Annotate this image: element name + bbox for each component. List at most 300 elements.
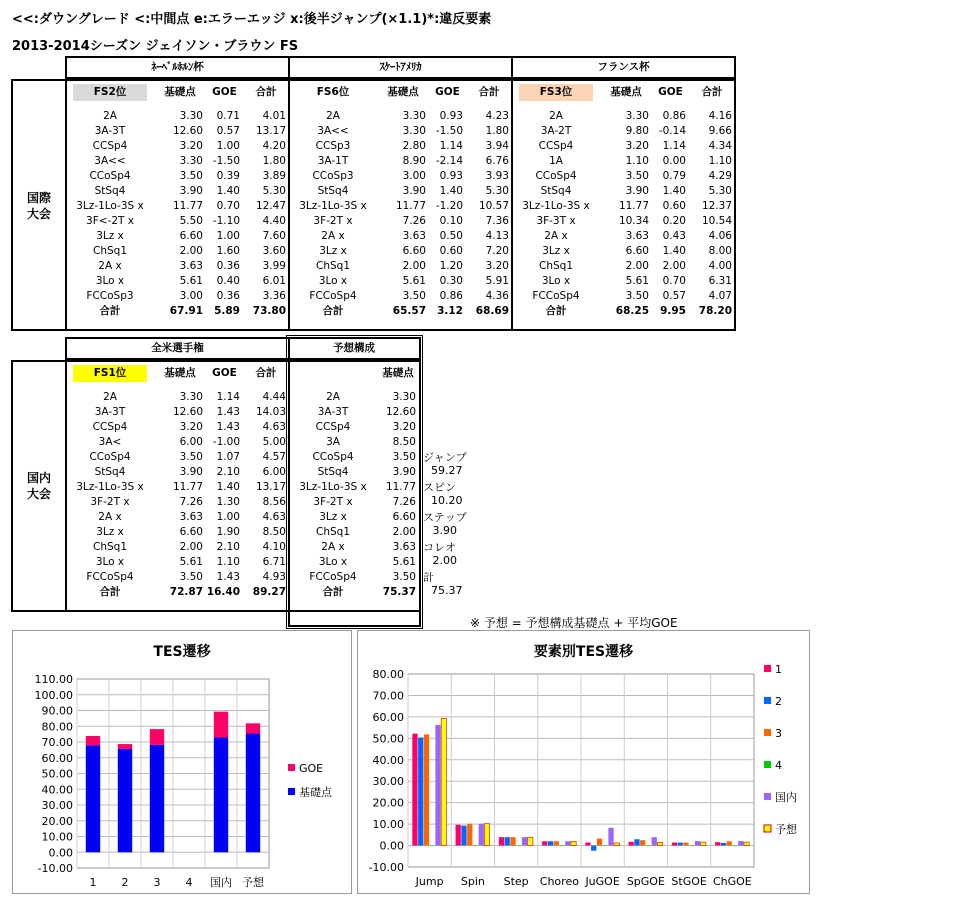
x-tick-label: SpGOE (626, 875, 665, 888)
bar (634, 839, 639, 845)
value-cell: 13.17 (255, 125, 286, 137)
column-header: 合計 (255, 85, 277, 98)
bar (597, 839, 602, 846)
table-row (66, 184, 289, 199)
legend-swatch (764, 665, 771, 672)
value-cell: 11.77 (172, 481, 203, 493)
table-row (66, 495, 289, 510)
element-cell: CCSp4 (315, 421, 351, 433)
table-row (512, 244, 735, 259)
score-table (289, 57, 512, 319)
element-cell: 3Lo x (318, 556, 348, 568)
y-tick-label: 90.00 (41, 704, 73, 718)
value-cell: 2.10 (216, 541, 240, 553)
element-cell: CCoSp4 (312, 451, 354, 463)
value-cell: 8.50 (392, 436, 416, 448)
value-cell: 5.61 (392, 556, 416, 568)
value-cell: 7.60 (262, 230, 286, 242)
element-cell: 3A<< (317, 125, 349, 137)
bar (721, 843, 726, 846)
total-cell: 合計 (99, 586, 121, 598)
table-row (289, 480, 419, 495)
x-tick-label: 国内 (210, 876, 232, 889)
value-cell: -1.00 (212, 436, 240, 448)
bar (689, 846, 694, 847)
bar (565, 841, 570, 845)
value-cell: 0.70 (216, 200, 240, 212)
bar (479, 824, 484, 846)
value-cell: 3.63 (179, 260, 203, 272)
table-row (66, 139, 289, 154)
table-row (289, 109, 512, 124)
competition-name: ﾈｰﾍﾞﾙﾎﾙﾝ杯 (66, 57, 289, 78)
value-cell: 4.00 (708, 260, 732, 272)
y-tick-label: 30.00 (41, 799, 73, 812)
value-cell: 0.50 (439, 230, 463, 242)
value-cell: 0.57 (662, 290, 686, 302)
value-cell: 5.00 (262, 436, 286, 448)
value-cell: 3.20 (179, 140, 203, 152)
table-row (512, 154, 735, 169)
legend-swatch (764, 697, 771, 704)
value-cell: 5.91 (485, 275, 509, 287)
value-cell: 3.30 (179, 110, 203, 122)
bar (412, 734, 417, 846)
value-cell: 8.90 (402, 155, 426, 167)
value-cell: 1.14 (439, 140, 463, 152)
rank-badge: FS2位 (73, 84, 147, 101)
total-cell: 75.37 (382, 586, 416, 598)
value-cell: 0.93 (439, 110, 463, 122)
value-cell: 3.94 (485, 140, 509, 152)
x-tick-label: Choreo (539, 875, 579, 888)
bar (727, 841, 732, 845)
legend-label: 予想 (775, 823, 797, 836)
bar (657, 842, 662, 845)
value-cell: 3.30 (402, 110, 426, 122)
table-row (289, 169, 512, 184)
value-cell: 3.90 (392, 466, 416, 478)
table-row (289, 154, 512, 169)
y-tick-label: 60.00 (41, 751, 73, 765)
element-cell: 2A (103, 110, 117, 122)
value-cell: 4.29 (708, 170, 732, 182)
table-row (289, 390, 419, 405)
table-row (289, 274, 512, 289)
table-row (66, 229, 289, 244)
x-tick-label: Jump (415, 875, 444, 888)
table-row (66, 480, 289, 495)
legend-line: <<:ダウングレード <:中間点 e:エラーエッジ x:後半ジャンプ(×1.1)*:違反要素 (12, 12, 492, 27)
element-cell: CCoSp4 (535, 170, 577, 182)
table-row (512, 124, 735, 139)
value-cell: 3.00 (402, 170, 426, 182)
table-row (66, 124, 289, 139)
value-cell: 1.40 (662, 245, 686, 257)
value-cell: 0.71 (216, 110, 240, 122)
breakdown-label: ジャンプ (423, 451, 467, 464)
table-row (66, 274, 289, 289)
bar (484, 824, 489, 846)
y-tick-label: 70.00 (41, 736, 73, 749)
value-cell: 9.80 (625, 125, 649, 137)
bar (430, 846, 435, 847)
value-cell: 5.30 (262, 185, 286, 197)
value-cell: 4.13 (485, 230, 509, 242)
value-cell: 12.47 (255, 200, 286, 212)
value-cell: 0.86 (662, 110, 686, 122)
value-cell: -1.50 (212, 155, 240, 167)
total-cell: 68.25 (615, 305, 649, 317)
bar-segment (118, 744, 132, 749)
table-row (66, 244, 289, 259)
value-cell: 3.50 (179, 571, 203, 583)
table-row (66, 259, 289, 274)
bar (542, 841, 547, 845)
bar-segment (214, 712, 228, 738)
table-row (512, 274, 735, 289)
value-cell: 6.76 (485, 155, 509, 167)
value-cell: 2.00 (392, 526, 416, 538)
table-row (512, 199, 735, 214)
nat-label: 国内 大会 (26, 471, 51, 501)
table-row (289, 510, 419, 525)
element-cell: 3F-2T x (313, 215, 353, 227)
table-row (289, 289, 512, 304)
breakdown-value: 3.90 (432, 524, 457, 537)
legend-swatch (288, 788, 295, 795)
value-cell: -2.14 (435, 155, 463, 167)
bar-segment (86, 745, 100, 852)
total-cell: 72.87 (169, 586, 203, 598)
element-cell: 3Lz-1Lo-3S x (76, 200, 144, 212)
value-cell: 6.60 (392, 511, 416, 523)
element-chart-title: 要素別TES遷移 (533, 644, 634, 660)
value-cell: 7.20 (485, 245, 509, 257)
legend-label: 1 (775, 663, 782, 676)
bar-segment (246, 723, 260, 733)
table-row (66, 154, 289, 169)
table-row (66, 169, 289, 184)
table-row (289, 244, 512, 259)
value-cell: 1.43 (216, 406, 240, 418)
x-tick-label: 1 (89, 876, 97, 889)
total-cell: 3.12 (437, 305, 463, 317)
value-cell: 11.77 (618, 200, 649, 212)
value-cell: 0.30 (439, 275, 463, 287)
value-cell: 10.34 (618, 215, 649, 227)
value-cell: 11.77 (385, 481, 416, 493)
bar (461, 826, 466, 846)
table-row (512, 289, 735, 304)
value-cell: 5.61 (179, 556, 203, 568)
competition-name: 全米選手権 (66, 338, 289, 359)
value-cell: 6.31 (708, 275, 732, 287)
element-cell: CCSp3 (315, 140, 351, 152)
value-cell: 2.00 (402, 260, 426, 272)
bar (467, 824, 472, 846)
element-cell: ChSq1 (93, 245, 127, 257)
element-cell: 3Lz-1Lo-3S x (522, 200, 590, 212)
element-cell: StSq4 (94, 466, 126, 478)
column-header: 基礎点 (164, 366, 196, 379)
element-cell: 2A (326, 391, 340, 403)
value-cell: 3.20 (179, 421, 203, 433)
value-cell: 3.89 (262, 170, 286, 182)
element-cell: CCoSp3 (312, 170, 354, 182)
value-cell: 4.34 (708, 140, 732, 152)
y-tick-label: -10.00 (37, 862, 73, 875)
value-cell: 1.40 (662, 185, 686, 197)
value-cell: 3.63 (402, 230, 426, 242)
element-cell: 3Lz x (96, 230, 124, 242)
table-row (289, 555, 419, 570)
bar (701, 842, 706, 845)
legend-swatch (764, 793, 771, 800)
value-cell: 8.00 (708, 245, 732, 257)
legend-swatch (288, 764, 295, 771)
value-cell: 2.00 (662, 260, 686, 272)
value-cell: 1.20 (439, 260, 463, 272)
total-cell: 合計 (322, 305, 344, 317)
element-chart (358, 631, 811, 895)
value-cell: 8.50 (262, 526, 286, 538)
element-cell: 3Lo x (95, 275, 125, 287)
y-tick-label: 30.00 (372, 775, 404, 789)
value-cell: 3.63 (179, 511, 203, 523)
x-tick-label: Step (503, 875, 529, 888)
column-header: GOE (212, 366, 237, 379)
value-cell: 0.10 (439, 215, 463, 227)
value-cell: 0.60 (439, 245, 463, 257)
bar (683, 843, 688, 846)
value-cell: 3.93 (485, 170, 509, 182)
value-cell: 3.50 (179, 451, 203, 463)
table-row (289, 259, 512, 274)
value-cell: 5.61 (625, 275, 649, 287)
value-cell: 6.60 (179, 526, 203, 538)
value-cell: 12.60 (172, 406, 203, 418)
value-cell: 0.86 (439, 290, 463, 302)
breakdown-value: 59.27 (431, 464, 463, 477)
value-cell: 1.10 (708, 155, 732, 167)
bar (571, 841, 576, 845)
y-tick-label: 50.00 (372, 732, 404, 746)
y-tick-label: 60.00 (372, 710, 404, 724)
value-cell: 3.36 (262, 290, 286, 302)
total-row (289, 585, 419, 600)
value-cell: -0.14 (658, 125, 686, 137)
element-cell: 3F-2T x (313, 496, 353, 508)
tes-chart-panel (12, 630, 352, 894)
element-cell: 2A (103, 391, 117, 403)
legend-swatch (764, 761, 771, 768)
table-row (66, 540, 289, 555)
y-tick-label: 0.00 (379, 839, 404, 853)
value-cell: 3.90 (625, 185, 649, 197)
value-cell: 4.57 (262, 451, 286, 463)
table-row (66, 199, 289, 214)
element-cell: StSq4 (317, 466, 349, 478)
value-cell: 3.90 (402, 185, 426, 197)
element-cell: 3Lo x (541, 275, 571, 287)
value-cell: 4.93 (262, 571, 286, 583)
plan-note: ※ 予想 = 予想構成基礎点 + 平均GOE (470, 616, 678, 630)
element-cell: FCCoSp4 (309, 290, 357, 302)
legend-label: 4 (775, 759, 782, 772)
table-row (66, 510, 289, 525)
table-row (512, 184, 735, 199)
bar (672, 843, 677, 846)
element-cell: 1A (549, 155, 563, 167)
value-cell: 2.00 (179, 541, 203, 553)
y-tick-label: 40.00 (41, 783, 73, 797)
value-cell: 0.39 (216, 170, 240, 182)
value-cell: 4.20 (262, 140, 286, 152)
score-table (512, 57, 735, 319)
column-header: 基礎点 (382, 366, 414, 379)
element-cell: 3Lz-1Lo-3S x (76, 481, 144, 493)
table-row (289, 525, 419, 540)
plan-table (289, 338, 419, 600)
value-cell: 3.99 (262, 260, 286, 272)
bar (456, 825, 461, 846)
y-tick-label: 100.00 (34, 688, 73, 702)
bar (744, 842, 749, 845)
value-cell: 7.26 (179, 496, 203, 508)
value-cell: 12.37 (701, 200, 732, 212)
bar (554, 841, 559, 845)
column-header: 合計 (255, 366, 277, 379)
rank-badge: FS6位 (296, 84, 370, 101)
value-cell: -1.50 (435, 125, 463, 137)
plan-title: 予想構成 (289, 338, 419, 359)
value-cell: 0.79 (662, 170, 686, 182)
breakdown-label: コレオ (423, 541, 456, 554)
legend-label: 2 (775, 695, 782, 708)
value-cell: 1.43 (216, 421, 240, 433)
value-cell: 5.61 (402, 275, 426, 287)
value-cell: 3.50 (625, 170, 649, 182)
table-row (289, 570, 419, 585)
bar-segment (246, 734, 260, 853)
table-row (66, 390, 289, 405)
element-cell: 3A-1T (317, 155, 349, 167)
column-header: GOE (435, 85, 460, 98)
tes-chart (13, 631, 353, 895)
element-cell: 2A x (321, 230, 345, 242)
table-row (289, 495, 419, 510)
total-cell: 9.95 (660, 305, 686, 317)
column-header: 基礎点 (610, 85, 642, 98)
value-cell: 4.06 (708, 230, 732, 242)
bar (629, 842, 634, 846)
bar-segment (86, 736, 100, 745)
element-cell: 2A x (321, 541, 345, 553)
element-cell: 3A-2T (540, 125, 572, 137)
element-cell: 2A x (544, 230, 568, 242)
table-row (289, 199, 512, 214)
value-cell: 3.30 (179, 155, 203, 167)
value-cell: 3.50 (402, 290, 426, 302)
element-cell: 3Lz x (319, 245, 347, 257)
value-cell: 14.03 (255, 406, 286, 418)
value-cell: 1.90 (216, 526, 240, 538)
total-cell: 合計 (545, 305, 567, 317)
total-row (66, 304, 289, 319)
competition-name: ｽｹｰﾄｱﾒﾘｶ (289, 57, 512, 78)
value-cell: 4.07 (708, 290, 732, 302)
bar (548, 841, 553, 845)
value-cell: 10.54 (701, 215, 732, 227)
value-cell: 0.70 (662, 275, 686, 287)
element-cell: FCCoSp4 (309, 571, 357, 583)
element-cell: StSq4 (540, 185, 572, 197)
value-cell: 5.30 (485, 185, 509, 197)
bar (678, 843, 683, 846)
column-header: GOE (212, 85, 237, 98)
table-row (512, 214, 735, 229)
element-cell: 3A<< (94, 155, 126, 167)
breakdown-value: 10.20 (431, 494, 463, 507)
total-cell: 65.57 (392, 305, 426, 317)
value-cell: 6.01 (262, 275, 286, 287)
value-cell: 1.00 (216, 230, 240, 242)
value-cell: 1.40 (216, 481, 240, 493)
value-cell: 6.00 (179, 436, 203, 448)
value-cell: 2.10 (216, 466, 240, 478)
value-cell: 3.20 (485, 260, 509, 272)
value-cell: 1.40 (216, 185, 240, 197)
column-header: 基礎点 (164, 85, 196, 98)
x-tick-label: JuGOE (585, 875, 620, 888)
total-row (66, 585, 289, 600)
x-tick-label: 2 (121, 876, 129, 889)
value-cell: 6.00 (262, 466, 286, 478)
value-cell: 1.10 (625, 155, 649, 167)
table-row (512, 229, 735, 244)
table-row (512, 109, 735, 124)
element-cell: FCCoSp4 (532, 290, 580, 302)
value-cell: 5.30 (708, 185, 732, 197)
table-row (66, 405, 289, 420)
element-cell: 3Lo x (95, 556, 125, 568)
table-row (66, 570, 289, 585)
table-row (289, 540, 419, 555)
bar (441, 718, 446, 845)
value-cell: 7.26 (392, 496, 416, 508)
value-cell: 4.44 (262, 391, 286, 403)
value-cell: 11.77 (172, 200, 203, 212)
score-table (66, 57, 289, 319)
value-cell: 1.10 (216, 556, 240, 568)
value-cell: 2.00 (625, 260, 649, 272)
element-cell: 3Lz x (96, 526, 124, 538)
total-cell: 16.40 (206, 586, 240, 598)
x-tick-label: ChGOE (712, 875, 752, 888)
element-cell: ChSq1 (93, 541, 127, 553)
total-cell: 67.91 (169, 305, 203, 317)
y-tick-label: 50.00 (41, 767, 73, 781)
legend-label: 国内 (775, 791, 797, 804)
bar (418, 738, 423, 846)
value-cell: 1.00 (216, 140, 240, 152)
breakdown-label: ステップ (423, 511, 467, 524)
value-cell: 3.30 (625, 110, 649, 122)
value-cell: 0.36 (216, 260, 240, 272)
column-header: 基礎点 (387, 85, 419, 98)
value-cell: 6.60 (179, 230, 203, 242)
